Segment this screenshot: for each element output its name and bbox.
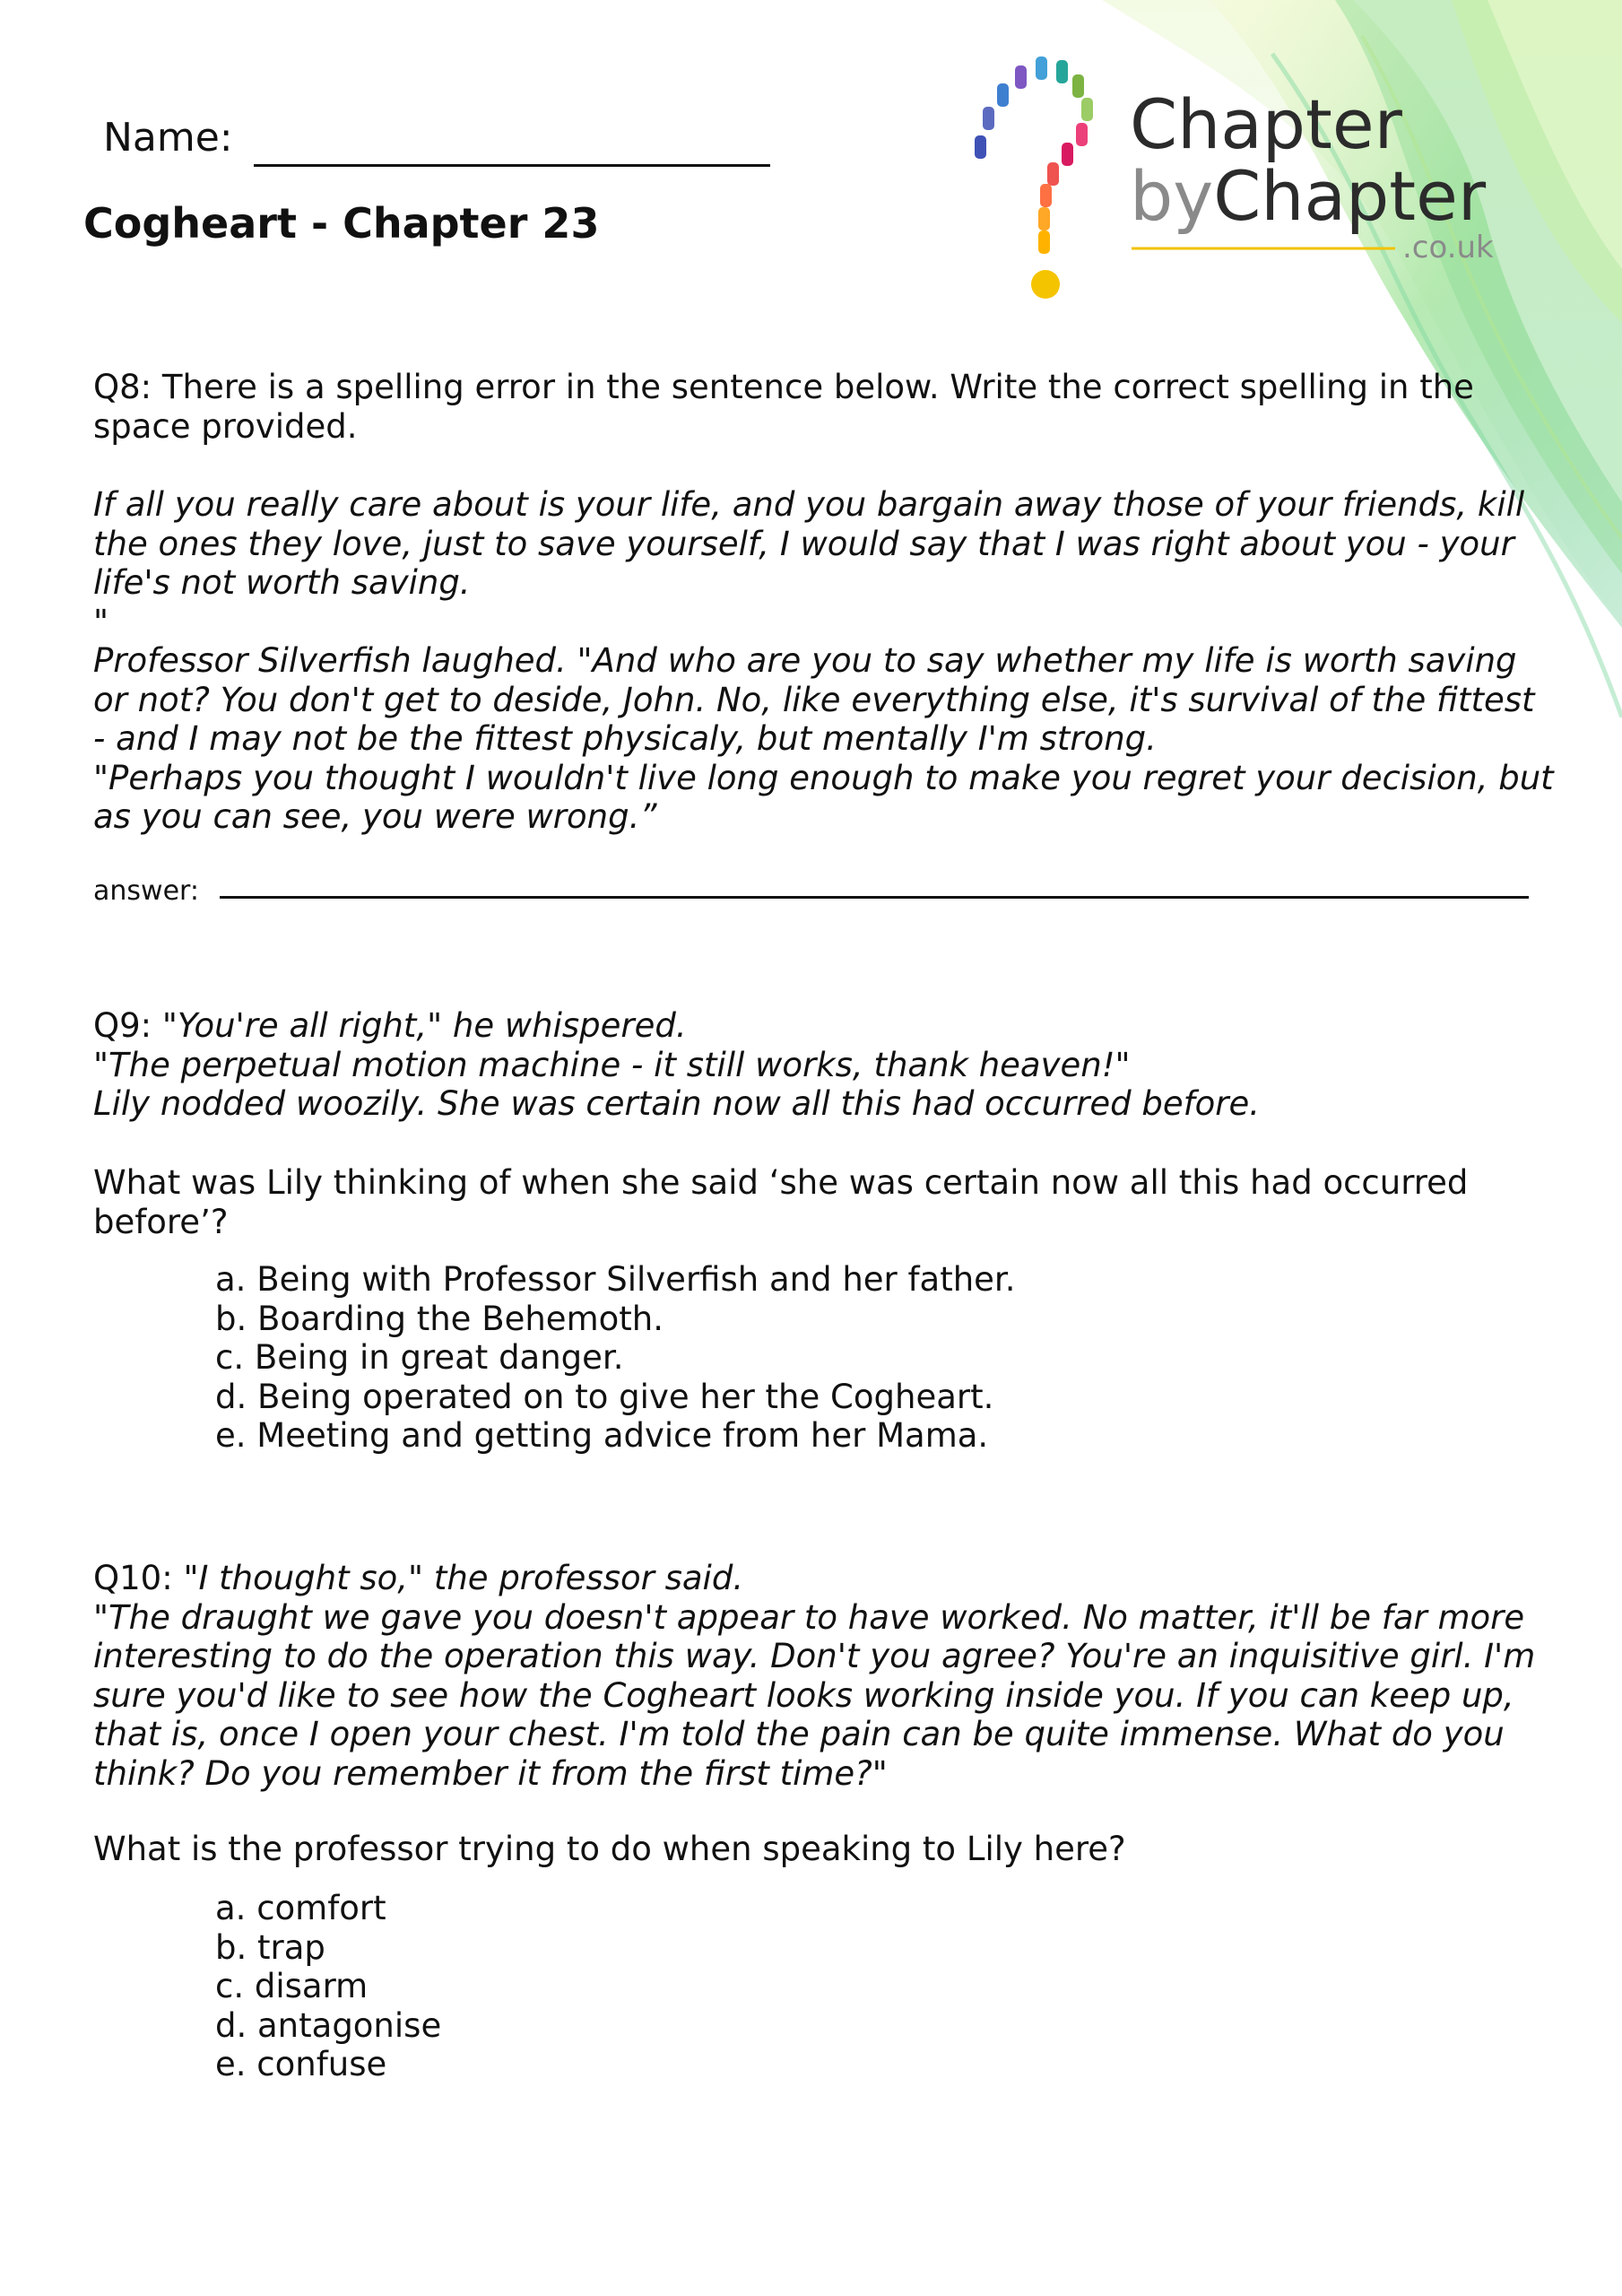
q9-option-d[interactable]: d. Being operated on to give her the Cogheart. bbox=[215, 1377, 994, 1416]
q8-passage: If all you really care about is your life, and you bargain away those of your friends, kill the ones they love, just to save yourself, I would say that I was right about you - your life's not worth saving. " Professor Silverfish laughed. "And who are you to say whether my life is worth saving or not? You don't get to deside, John. No, like everything else, it's survival of the fittest - and I may not be the fittest physicaly, but mentally I'm strong. "Perhaps you thought I wouldn't live long enough to make you regret your decision, but as you can see, you were wrong.” bbox=[93, 485, 1554, 836]
answer-input-line[interactable] bbox=[220, 896, 1529, 899]
q9-label: Q9: bbox=[93, 1006, 152, 1045]
q9-passage: Q9: "You're all right," he whispered. "The perpetual motion machine - it still works, thank heaven!" Lily nodded woozily. She was certain now all this had occurred before. bbox=[93, 1006, 1260, 1123]
q9-option-c[interactable]: c. Being in great danger. bbox=[215, 1338, 624, 1377]
logo-word-chapter: Chapter bbox=[1130, 84, 1402, 164]
chapter-by-chapter-logo bbox=[968, 49, 1542, 318]
q10-option-c[interactable]: c. disarm bbox=[215, 1967, 369, 2005]
logo-word-bychapter: byChapter bbox=[1130, 156, 1487, 236]
q9-option-e[interactable]: e. Meeting and getting advice from her Mama. bbox=[215, 1416, 989, 1455]
q10-option-b[interactable]: b. trap bbox=[215, 1927, 325, 1967]
name-input-line[interactable] bbox=[254, 164, 770, 167]
book-question-mark-icon bbox=[975, 57, 1093, 299]
q10-question: What is the professor trying to do when speaking to Lily here? bbox=[93, 1830, 1126, 1868]
logo-domain: .co.uk bbox=[1402, 230, 1494, 265]
q10-label: Q10: bbox=[93, 1559, 173, 1597]
q9-option-b[interactable]: b. Boarding the Behemoth. bbox=[215, 1299, 664, 1338]
q9-question: What was Lily thinking of when she said ‘she was certain now all this had occurred before’? bbox=[93, 1163, 1469, 1241]
q10-passage: Q10: "I thought so," the professor said. "The draught we gave you doesn't appear to have worked. No matter, it'll be far more interesting to do the operation this way. Don't you agree? You're an inquisitive girl. I'm sure you'd like to see how the Cogheart looks working inside you. If you can keep up, that is, once I open your chest. I'm told the pain can be quite immense. What do you think? Do you remember it from the first time?" bbox=[93, 1559, 1536, 1793]
q9-option-a[interactable]: a. Being with Professor Silverfish and her father. bbox=[215, 1260, 1016, 1299]
q10-options bbox=[215, 1889, 441, 2084]
q10-option-e[interactable]: e. confuse bbox=[215, 2045, 387, 2083]
worksheet-title: Cogheart - Chapter 23 bbox=[83, 199, 600, 248]
q9-options bbox=[215, 1260, 1016, 1456]
answer-label: answer: bbox=[93, 875, 199, 907]
q10-option-a[interactable]: a. comfort bbox=[215, 1889, 386, 1927]
q10-option-d[interactable]: d. antagonise bbox=[215, 2005, 442, 2045]
name-label: Name: bbox=[103, 115, 233, 161]
q8-instruction: Q8: There is a spelling error in the sentence below. Write the correct spelling in the space provided. bbox=[93, 368, 1474, 446]
